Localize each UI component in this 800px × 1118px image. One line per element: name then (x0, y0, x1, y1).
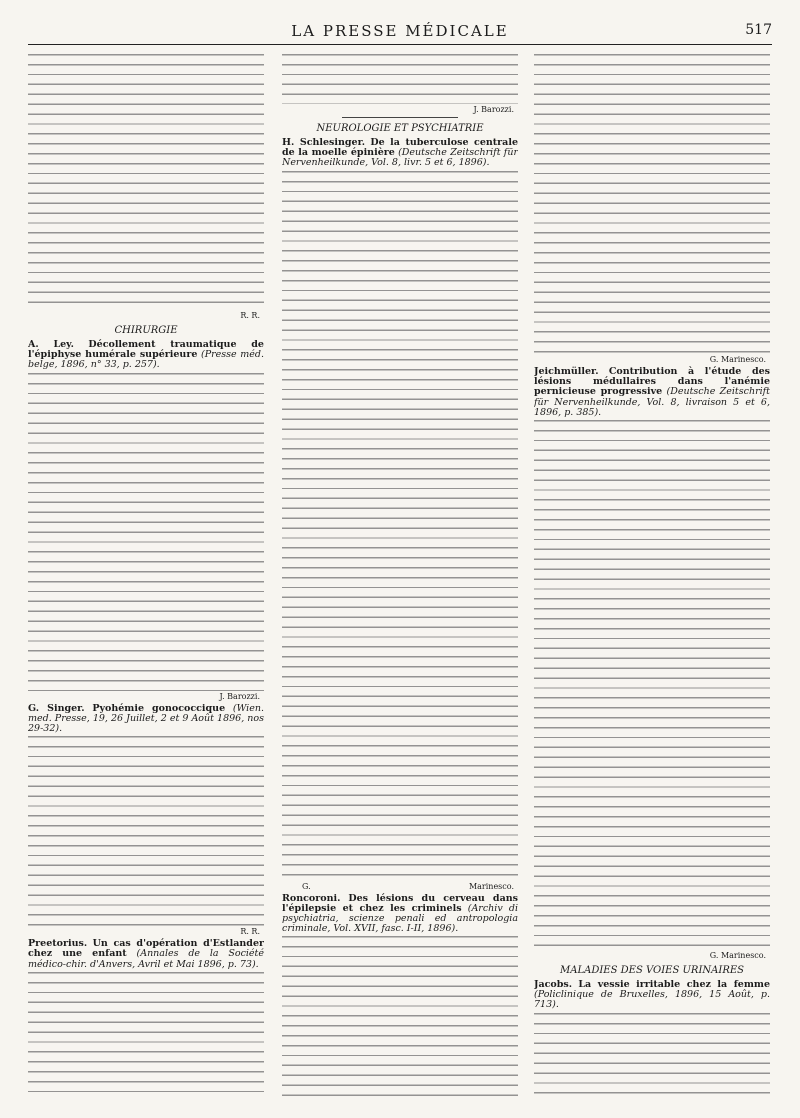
signature: G. Marinesco. (709, 355, 766, 364)
section-heading-voies-urinaires: MALADIES DES VOIES URINAIRES (560, 965, 744, 977)
body-text-block (534, 54, 770, 354)
article-title: Des lésions du cerveau dans l'épilepsie et chez les criminels (282, 892, 518, 914)
article-author: Roncoroni. (282, 892, 341, 904)
article-heading-ley (28, 340, 264, 371)
article-author: H. Schlesinger. (282, 137, 366, 148)
article-heading-singer (28, 704, 264, 735)
signature: J. Barozzi. (473, 105, 514, 114)
article-citation: (Wien. med. Presse, 19, 26 Juillet, 2 et 9 Août 1896, nos 29-32). (28, 702, 264, 735)
article-citation: (Presse méd. belge, 1896, n° 33, p. 257). (28, 349, 264, 371)
column-2 (282, 54, 518, 1100)
article-heading-jacobs (534, 980, 770, 1011)
body-text-block (28, 736, 264, 926)
article-author: Preetorius. (28, 938, 88, 950)
article-citation: (Deutsche Zeitschrift für Nervenheilkunde, Vol. 8, livr. 5 et 6, 1896). (282, 147, 518, 169)
article-title: De la tuberculose centrale de la moelle épinière (282, 137, 518, 159)
section-heading-chirurgie: CHIRURGIE (114, 325, 178, 336)
article-title: Pyohémie gonococcique (92, 702, 226, 714)
article-title: Contribution à l'étude des lésions médullaires dans l'anémie pernicieuse progressive (534, 366, 770, 398)
article-citation: (Policlinique de Bruxelles, 1896, 15 Août, p. 713). (534, 989, 770, 1011)
body-text-block (534, 1013, 770, 1100)
article-citation: (Annales de la Société médico-chir. d'Anvers, Avril et Mai 1896, p. 73). (28, 948, 264, 970)
column-3 (534, 54, 770, 1100)
article-citation: (Archiv di psychiatria, scienze penali ed antropologia criminale, Vol. XVII, fasc. I-II, 1896). (282, 902, 518, 935)
article-author: G. Singer. (28, 702, 85, 714)
article-heading-schlesinger (282, 138, 518, 169)
signature: R. R. (240, 311, 260, 320)
running-header (28, 22, 772, 45)
body-text-block (28, 54, 264, 310)
article-author: A. Ley. (28, 339, 74, 350)
signature: J. Barozzi. (219, 691, 260, 701)
article-citation: (Deutsche Zeitschrift für Nervenheilkunde, Vol. 8, livraison 5 et 6, 1896, p. 385). (534, 386, 770, 418)
article-heading-roncoroni (282, 894, 518, 935)
article-heading-preetorius (28, 939, 264, 970)
signature-name: Marinesco. (468, 881, 514, 891)
page-number: 517 (745, 22, 772, 38)
body-text-block (28, 972, 264, 1100)
article-author: Jeichmüller. (534, 366, 599, 377)
body-text-block (534, 420, 770, 950)
column-1 (28, 54, 264, 1100)
signature: R. R. (240, 927, 260, 937)
article-author: Jacobs. (534, 979, 573, 991)
article-title: Décollement traumatique de l'épiphyse humérale supérieure (28, 339, 264, 361)
body-text-block (28, 373, 264, 691)
body-text-block (282, 936, 518, 1100)
section-heading-neurologie: NEUROLOGIE ET PSYCHIATRIE (316, 123, 484, 134)
body-text-block (282, 54, 518, 104)
article-title: La vessie irritable chez la femme (578, 979, 770, 991)
article-heading-jeichmuller (534, 367, 770, 418)
article-title: Un cas d'opération d'Estlander chez une enfant (28, 938, 264, 960)
journal-title: LA PRESSE MÉDICALE (291, 22, 509, 40)
signature: G. Marinesco. (709, 951, 766, 961)
signature-initial: G. (302, 881, 311, 891)
signature (302, 882, 514, 891)
divider (342, 117, 458, 118)
body-text-block (282, 171, 518, 881)
